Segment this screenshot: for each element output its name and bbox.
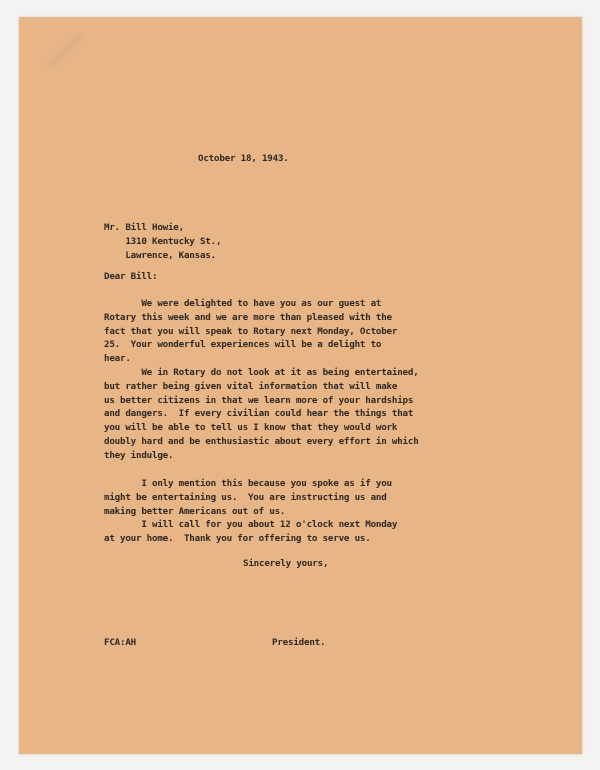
paragraph-line: fact that you will speak to Rotary next Monday, October	[104, 325, 398, 337]
closing: Sincerely yours,	[243, 558, 329, 569]
paragraph-line: you will be able to tell us I know that they would work	[104, 422, 398, 434]
body-paragraph	[104, 518, 397, 546]
paragraph-line: doubly hard and be enthusiastic about every effort in which	[104, 435, 419, 447]
paragraph-line: Rotary this week and we are more than pleased with the	[104, 311, 392, 323]
address-line: 1310 Kentucky St.,	[104, 235, 222, 247]
paragraph-line: us better citizens in that we learn more of your hardships	[104, 394, 414, 406]
paragraph-line: I only mention this because you spoke as if you	[104, 478, 392, 489]
paragraph-line: We in Rotary do not look at it as being entertained,	[104, 367, 419, 378]
paragraph-line: making better Americans out of us.	[104, 505, 286, 517]
body-paragraph	[104, 366, 419, 463]
signature-title: President.	[272, 637, 326, 648]
paragraph-line: hear.	[104, 353, 131, 365]
reference-initials: FCA:AH	[104, 637, 136, 648]
address-line: Mr. Bill Howie,	[104, 222, 184, 233]
paragraph-line: and dangers. If every civilian could hear the things that	[104, 408, 414, 420]
body-paragraph	[104, 297, 397, 366]
paragraph-line: but rather being given vital information that will make	[104, 380, 398, 392]
letter-date: October 18, 1943.	[198, 153, 289, 164]
salutation: Dear Bill:	[104, 271, 158, 282]
paper-crease	[43, 31, 83, 67]
paragraph-line: they indulge.	[104, 449, 174, 461]
paragraph-line: 25. Your wonderful experiences will be a delight to	[104, 339, 382, 351]
paragraph-line: might be entertaining us. You are instructing us and	[104, 491, 387, 503]
paragraph-line: I will call for you about 12 o'clock next Monday	[104, 519, 398, 530]
paragraph-line: We were delighted to have you as our guest at	[104, 298, 382, 309]
body-paragraph	[104, 477, 392, 518]
paragraph-line: at your home. Thank you for offering to serve us.	[104, 532, 371, 544]
recipient-address	[104, 221, 221, 262]
address-line: Lawrence, Kansas.	[104, 249, 216, 261]
